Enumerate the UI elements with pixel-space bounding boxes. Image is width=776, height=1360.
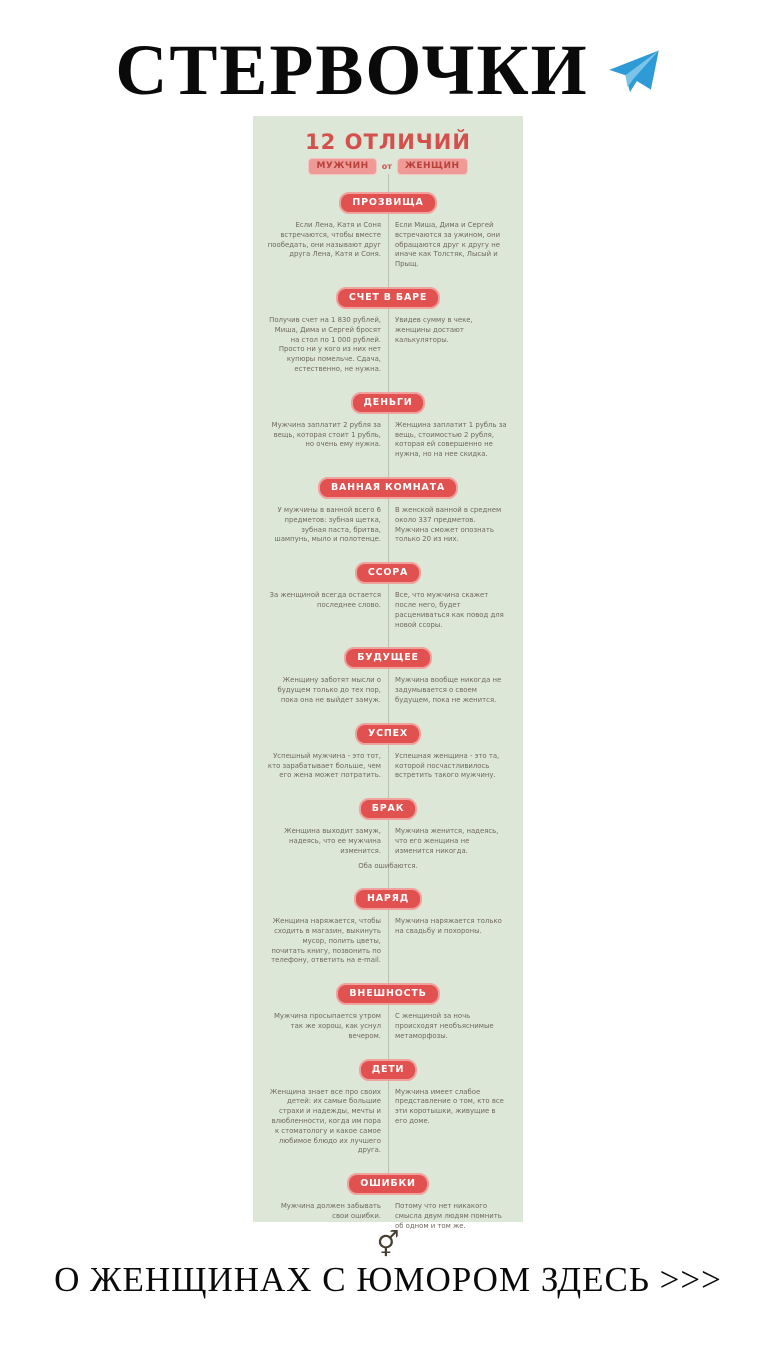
- section-columns: [267, 917, 509, 966]
- section-badge: ДЕТИ: [359, 1059, 418, 1081]
- infographic-section: [267, 560, 509, 630]
- men-pill: МУЖЧИН: [308, 158, 376, 175]
- infographic-section: [267, 796, 509, 871]
- section-left-text: У мужчины в ванной всего 6 предметов: зубная щетка, зубная паста, бритва, шампунь, мыло и полотенце.: [274, 505, 381, 544]
- section-columns: [267, 1202, 509, 1231]
- section-columns: [267, 827, 509, 856]
- infographic: [253, 116, 523, 1259]
- section-badge: СЧЕТ В БАРЕ: [336, 287, 440, 309]
- section-right-text: Мужчина женится, надеясь, что его женщина не изменится никогда.: [395, 827, 499, 855]
- section-right-text: Все, что мужчина скажет после него, будет расцениваться как повод для новой ссоры.: [395, 591, 504, 629]
- infographic-sections: [267, 175, 509, 1232]
- section-left-text: За женщиной всегда остается последнее слово.: [269, 591, 381, 609]
- section-columns: [267, 1012, 509, 1041]
- telegram-icon[interactable]: [607, 46, 661, 100]
- infographic-section: [267, 1171, 509, 1231]
- section-badge: ВНЕШНОСТЬ: [336, 983, 439, 1005]
- infographic-header: [267, 130, 509, 175]
- section-badge: ССОРА: [355, 562, 421, 584]
- section-columns: [267, 421, 509, 460]
- section-badge: ДЕНЬГИ: [351, 392, 426, 414]
- footer-link[interactable]: О ЖЕНЩИНАХ С ЮМОРОМ ЗДЕСЬ >>>: [54, 1260, 722, 1299]
- infographic-subtitle: [267, 158, 509, 175]
- header: [0, 0, 776, 110]
- infographic-section: [267, 475, 509, 545]
- male-female-symbol-icon: ⚥: [376, 1229, 400, 1259]
- section-columns: [267, 676, 509, 705]
- infographic-section: [267, 886, 509, 966]
- infographic-section: [267, 721, 509, 781]
- section-columns: [267, 591, 509, 630]
- section-badge: БУДУЩЕЕ: [344, 647, 432, 669]
- section-left-text: Женщина знает все про своих детей: их самые большие страхи и надежды, мечты и влюбленности, когда им пора к стоматологу и какое самое любимое блюдо их лучшего друга.: [269, 1087, 381, 1155]
- infographic-section: [267, 981, 509, 1041]
- section-right-text: Успешная женщина - это та, которой посчастливилось встретить такого мужчину.: [395, 751, 500, 780]
- infographic-section: [267, 645, 509, 705]
- footer: [0, 1260, 776, 1300]
- section-right-text: В женской ванной в среднем около 337 предметов. Мужчина сможет опознать только 20 из них.: [395, 505, 502, 544]
- infographic-title: 12 ОТЛИЧИЙ: [305, 130, 471, 154]
- section-right-text: Если Миша, Дима и Сергей встречаются за ужином, они обращаются друг к другу не иначе как Толстяк, Лысый и Прыщ.: [395, 221, 501, 269]
- section-note: Оба ошибаются.: [358, 861, 418, 870]
- section-right-text: Потому что нет никакого смысла двум людям помнить об одном и том же.: [395, 1202, 502, 1230]
- section-right-text: С женщиной за ночь происходят необъяснимые метаморфозы.: [395, 1012, 494, 1040]
- section-badge: УСПЕХ: [355, 723, 421, 745]
- section-left-text: Мужчина заплатит 2 рубля за вещь, которая стоит 1 рубль, но очень ему нужна.: [271, 420, 381, 449]
- section-badge: ПРОЗВИЩА: [339, 192, 436, 214]
- section-right-text: Женщина заплатит 1 рубль за вещь, стоимостью 2 рубля, которая ей совершенно не нужна, но на нее скидка.: [395, 420, 507, 459]
- section-badge: НАРЯД: [354, 888, 422, 910]
- section-columns: [267, 221, 509, 270]
- section-columns: [267, 1088, 509, 1157]
- section-badge: БРАК: [359, 798, 418, 820]
- section-right-text: Мужчина наряжается только на свадьбу и похороны.: [395, 917, 502, 935]
- section-left-text: Мужчина должен забывать свои ошибки.: [280, 1202, 381, 1220]
- page-title: СТЕРВОЧКИ: [115, 30, 589, 110]
- section-columns: [267, 316, 509, 375]
- section-right-text: Мужчина вообще никогда не задумывается о своем будущем, пока не женится.: [395, 676, 502, 704]
- infographic-section: [267, 1057, 509, 1157]
- section-left-text: Женщина наряжается, чтобы сходить в магазин, выкинуть мусор, полить цветы, почитать книгу, позвонить по телефону, ответить на e-mail.: [271, 917, 381, 965]
- section-left-text: Женщину заботят мысли о будущем только до тех пор, пока она не выйдет замуж.: [277, 676, 381, 704]
- section-left-text: Получив счет на 1 830 рублей, Миша, Дима и Сергей бросят на стол по 1 000 рублей. Просто ни у кого из них нет купюры помельче. Сдача, естественно, не нужна.: [269, 315, 381, 373]
- infographic-section: [267, 390, 509, 460]
- women-pill: ЖЕНЩИН: [397, 158, 468, 175]
- section-badge: ВАННАЯ КОМНАТА: [318, 477, 458, 499]
- section-left-text: Женщина выходит замуж, надеясь, что ее мужчина изменится.: [284, 827, 381, 855]
- infographic-section: [267, 285, 509, 375]
- section-columns: [267, 752, 509, 781]
- section-columns: [267, 506, 509, 545]
- section-right-text: Увидев сумму в чеке, женщины достают калькуляторы.: [395, 315, 473, 344]
- subtitle-connector: от: [381, 162, 392, 171]
- section-left-text: Успешный мужчина - это тот, кто зарабатывает больше, чем его жена может потратить.: [267, 751, 381, 780]
- section-left-text: Мужчина просыпается утром так же хорош, как уснул вечером.: [273, 1012, 381, 1040]
- section-left-text: Если Лена, Катя и Соня встречаются, чтобы вместе пообедать, они называют друг друга Лена, Катя и Соня.: [267, 221, 381, 259]
- section-right-text: Мужчина имеет слабое представление о том, кто все эти коротышки, живущие в его доме.: [395, 1087, 504, 1125]
- section-badge: ОШИБКИ: [347, 1173, 429, 1195]
- infographic-section: [267, 190, 509, 270]
